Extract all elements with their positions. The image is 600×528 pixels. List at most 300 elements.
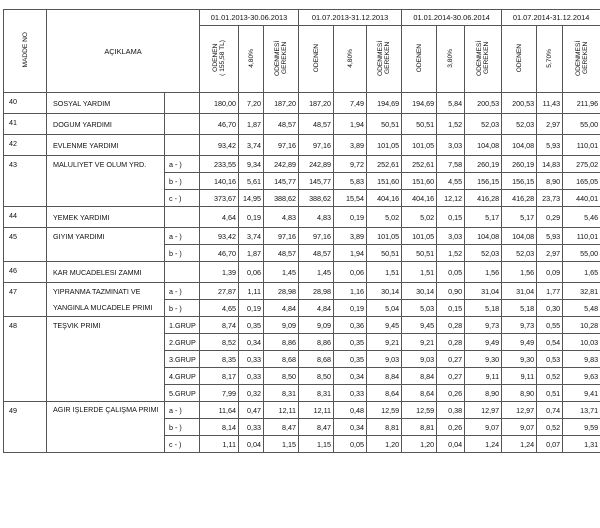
description-cell: DOGUM YARDIMI [47, 114, 165, 135]
column-header: ODENMESİ GEREKEN [465, 26, 502, 93]
description-cell [47, 173, 165, 190]
value-cell: 194,69 [402, 93, 437, 114]
value-cell: 10,03 [563, 334, 600, 351]
value-cell: 5,48 [563, 300, 600, 317]
value-cell: 0,19 [334, 207, 367, 228]
sub-label-cell: b - ) [165, 419, 200, 436]
value-cell: 5,46 [563, 207, 600, 228]
value-cell: 27,87 [200, 283, 239, 300]
value-cell: 23,73 [537, 190, 563, 207]
value-cell: 1,51 [367, 262, 402, 283]
madde-no-cell: 41 [4, 114, 47, 135]
value-cell: 404,16 [402, 190, 437, 207]
value-cell: 8,31 [264, 385, 299, 402]
value-cell: 3,89 [334, 135, 367, 156]
value-cell: 0,35 [334, 351, 367, 368]
value-cell: 4,55 [437, 173, 465, 190]
table-row [4, 93, 600, 114]
value-cell: 1,15 [299, 436, 334, 453]
value-cell: 1,24 [502, 436, 537, 453]
value-cell: 11,43 [537, 93, 563, 114]
value-cell: 0,06 [334, 262, 367, 283]
table-row [4, 300, 600, 317]
value-cell: 200,53 [465, 93, 502, 114]
period-header: 01.01.2013-30.06.2013 [200, 10, 299, 26]
value-cell: 9,21 [402, 334, 437, 351]
description-cell: KAR MUCADELESI ZAMMI [47, 262, 165, 283]
value-cell: 28,98 [264, 283, 299, 300]
value-cell: 9,63 [563, 368, 600, 385]
description-cell: YANGINLA MUCADELE PRIMI [47, 300, 165, 317]
value-cell: 93,42 [200, 228, 239, 245]
value-cell: 10,28 [563, 317, 600, 334]
value-cell: 1,39 [200, 262, 239, 283]
value-cell: 55,00 [563, 245, 600, 262]
value-cell: 8,31 [299, 385, 334, 402]
value-cell: 3,74 [239, 135, 264, 156]
value-cell: 1,77 [537, 283, 563, 300]
value-cell: 8,52 [200, 334, 239, 351]
value-cell: 93,42 [200, 135, 239, 156]
value-cell: 145,77 [264, 173, 299, 190]
value-cell: 388,62 [264, 190, 299, 207]
value-cell: 11,64 [200, 402, 239, 419]
value-cell: 9,34 [239, 156, 264, 173]
period-header: 01.07.2013-31.12.2013 [299, 10, 402, 26]
table-row [4, 228, 600, 245]
description-cell: SOSYAL YARDIM [47, 93, 165, 114]
table-row [4, 262, 600, 283]
value-cell: 8,17 [200, 368, 239, 385]
value-cell: 9,11 [502, 368, 537, 385]
value-cell: 50,51 [402, 114, 437, 135]
value-cell: 9,30 [502, 351, 537, 368]
value-cell: 50,51 [402, 245, 437, 262]
value-cell: 4,83 [264, 207, 299, 228]
column-header: 5,70% [537, 26, 563, 93]
value-cell: 48,57 [264, 245, 299, 262]
table-row [4, 385, 600, 402]
sub-label-cell: a - ) [165, 402, 200, 419]
value-cell: 0,53 [537, 351, 563, 368]
value-cell: 3,03 [437, 135, 465, 156]
table-row [4, 351, 600, 368]
value-cell: 5,03 [402, 300, 437, 317]
value-cell: 0,27 [437, 351, 465, 368]
value-cell: 252,61 [367, 156, 402, 173]
value-cell: 3,89 [334, 228, 367, 245]
value-cell: 242,89 [299, 156, 334, 173]
value-cell: 0,47 [239, 402, 264, 419]
description-cell [47, 351, 165, 368]
column-header: ODENMESİ GEREKEN [264, 26, 299, 93]
sub-label-cell: a - ) [165, 156, 200, 173]
value-cell: 0,90 [437, 283, 465, 300]
aciklama-header: AÇIKLAMA [47, 10, 200, 93]
value-cell: 32,81 [563, 283, 600, 300]
value-cell: 0,19 [334, 300, 367, 317]
value-cell: 9,03 [367, 351, 402, 368]
value-cell: 211,96 [563, 93, 600, 114]
value-cell: 5,93 [537, 135, 563, 156]
value-cell: 0,15 [437, 300, 465, 317]
value-cell: 9,21 [367, 334, 402, 351]
value-cell: 1,31 [563, 436, 600, 453]
value-cell: 416,28 [502, 190, 537, 207]
column-header: ODENMESİ GEREKEN [367, 26, 402, 93]
value-cell: 0,48 [334, 402, 367, 419]
value-cell: 8,14 [200, 419, 239, 436]
column-header: 4,80% [334, 26, 367, 93]
value-cell: 46,70 [200, 245, 239, 262]
column-header: ODENEN [502, 26, 537, 93]
value-cell: 8,81 [402, 419, 437, 436]
table-row [4, 156, 600, 173]
table-row [4, 135, 600, 156]
value-cell: 5,84 [437, 93, 465, 114]
value-cell: 8,64 [402, 385, 437, 402]
sub-label-cell: 4.GRUP [165, 368, 200, 385]
value-cell: 101,05 [402, 135, 437, 156]
value-cell: 0,26 [437, 419, 465, 436]
value-cell: 52,03 [502, 245, 537, 262]
sub-label-cell: a - ) [165, 228, 200, 245]
column-header: 4,80% [239, 26, 264, 93]
value-cell: 9,41 [563, 385, 600, 402]
column-header: ODENMESİ GEREKEN [563, 26, 600, 93]
value-cell: 260,19 [465, 156, 502, 173]
sub-label-cell [165, 207, 200, 228]
value-cell: 416,28 [465, 190, 502, 207]
value-cell: 4,84 [299, 300, 334, 317]
value-cell: 0,34 [334, 419, 367, 436]
value-cell: 104,08 [502, 135, 537, 156]
value-cell: 8,50 [299, 368, 334, 385]
value-cell: 1,20 [402, 436, 437, 453]
value-cell: 1,45 [299, 262, 334, 283]
value-cell: 14,83 [537, 156, 563, 173]
value-cell: 1,87 [239, 114, 264, 135]
value-cell: 8,35 [200, 351, 239, 368]
value-cell: 101,05 [367, 135, 402, 156]
value-cell: 373,67 [200, 190, 239, 207]
value-cell: 5,18 [465, 300, 502, 317]
value-cell: 5,93 [537, 228, 563, 245]
value-cell: 0,74 [537, 402, 563, 419]
value-cell: 0,05 [334, 436, 367, 453]
value-cell: 12,12 [437, 190, 465, 207]
value-cell: 12,59 [367, 402, 402, 419]
value-cell: 151,60 [402, 173, 437, 190]
description-cell [47, 190, 165, 207]
value-cell: 0,33 [239, 419, 264, 436]
sub-label-cell [165, 135, 200, 156]
value-cell: 12,11 [299, 402, 334, 419]
value-cell: 1,20 [367, 436, 402, 453]
value-cell: 110,01 [563, 228, 600, 245]
description-cell [47, 419, 165, 436]
value-cell: 3,03 [437, 228, 465, 245]
value-cell: 12,11 [264, 402, 299, 419]
value-cell: 233,55 [200, 156, 239, 173]
value-cell: 7,58 [437, 156, 465, 173]
value-cell: 50,51 [367, 245, 402, 262]
value-cell: 8,90 [502, 385, 537, 402]
value-cell: 1,52 [437, 114, 465, 135]
value-cell: 0,36 [334, 317, 367, 334]
table-row [4, 207, 600, 228]
sub-label-cell: b - ) [165, 300, 200, 317]
value-cell: 3,74 [239, 228, 264, 245]
sub-label-cell: 1.GRUP [165, 317, 200, 334]
value-cell: 5,02 [402, 207, 437, 228]
value-cell: 1,51 [402, 262, 437, 283]
value-cell: 0,32 [239, 385, 264, 402]
value-cell: 0,51 [537, 385, 563, 402]
value-cell: 48,57 [299, 245, 334, 262]
value-cell: 151,60 [367, 173, 402, 190]
value-cell: 0,34 [334, 368, 367, 385]
value-cell: 1,11 [239, 283, 264, 300]
description-cell [47, 245, 165, 262]
value-cell: 0,19 [239, 300, 264, 317]
value-cell: 187,20 [264, 93, 299, 114]
column-header: ODENEN ( 155,58 TL) [200, 26, 239, 93]
value-cell: 48,57 [264, 114, 299, 135]
value-cell: 97,16 [264, 228, 299, 245]
value-cell: 1,45 [264, 262, 299, 283]
value-cell: 46,70 [200, 114, 239, 135]
value-cell: 4,65 [200, 300, 239, 317]
value-cell: 0,34 [239, 334, 264, 351]
value-cell: 9,72 [334, 156, 367, 173]
value-cell: 0,28 [437, 317, 465, 334]
payments-table [3, 9, 600, 453]
value-cell: 194,69 [367, 93, 402, 114]
value-cell: 101,05 [367, 228, 402, 245]
value-cell: 0,19 [239, 207, 264, 228]
value-cell: 97,16 [264, 135, 299, 156]
value-cell: 7,20 [239, 93, 264, 114]
value-cell: 12,97 [502, 402, 537, 419]
value-cell: 8,84 [367, 368, 402, 385]
value-cell: 0,52 [537, 368, 563, 385]
value-cell: 1,65 [563, 262, 600, 283]
madde-no-cell: 45 [4, 228, 47, 262]
value-cell: 12,97 [465, 402, 502, 419]
value-cell: 0,54 [537, 334, 563, 351]
description-cell: GIYIM YARDIMI [47, 228, 165, 245]
value-cell: 0,33 [239, 351, 264, 368]
value-cell: 1,24 [465, 436, 502, 453]
value-cell: 9,83 [563, 351, 600, 368]
value-cell: 1,94 [334, 114, 367, 135]
value-cell: 50,51 [367, 114, 402, 135]
value-cell: 242,89 [264, 156, 299, 173]
value-cell: 48,57 [299, 114, 334, 135]
madde-no-cell: 48 [4, 317, 47, 402]
madde-no-cell: 46 [4, 262, 47, 283]
description-cell [47, 436, 165, 453]
value-cell: 31,04 [502, 283, 537, 300]
value-cell: 0,33 [239, 368, 264, 385]
value-cell: 1,15 [264, 436, 299, 453]
value-cell: 260,19 [502, 156, 537, 173]
value-cell: 0,38 [437, 402, 465, 419]
sub-label-cell: b - ) [165, 245, 200, 262]
value-cell: 52,03 [465, 245, 502, 262]
value-cell: 8,68 [299, 351, 334, 368]
value-cell: 15,54 [334, 190, 367, 207]
value-cell: 5,61 [239, 173, 264, 190]
value-cell: 8,90 [537, 173, 563, 190]
value-cell: 9,09 [299, 317, 334, 334]
value-cell: 9,11 [465, 368, 502, 385]
table-row [4, 173, 600, 190]
period-header: 01.01.2014-30.06.2014 [402, 10, 502, 26]
sub-label-cell: b - ) [165, 173, 200, 190]
column-header: ODENEN [402, 26, 437, 93]
madde-no-cell: 43 [4, 156, 47, 207]
value-cell: 0,27 [437, 368, 465, 385]
value-cell: 4,64 [200, 207, 239, 228]
value-cell: 187,20 [299, 93, 334, 114]
value-cell: 8,47 [264, 419, 299, 436]
table-row [4, 245, 600, 262]
value-cell: 1,94 [334, 245, 367, 262]
value-cell: 12,59 [402, 402, 437, 419]
table-row [4, 334, 600, 351]
value-cell: 0,35 [239, 317, 264, 334]
value-cell: 1,56 [465, 262, 502, 283]
table-row [4, 368, 600, 385]
value-cell: 145,77 [299, 173, 334, 190]
value-cell: 0,28 [437, 334, 465, 351]
value-cell: 404,16 [367, 190, 402, 207]
madde-no-cell: 42 [4, 135, 47, 156]
description-cell: TEŞVIK PRIMI [47, 317, 165, 334]
value-cell: 9,59 [563, 419, 600, 436]
value-cell: 8,47 [299, 419, 334, 436]
period-header: 01.07.2014-31.12.2014 [502, 10, 600, 26]
value-cell: 14,95 [239, 190, 264, 207]
value-cell: 9,45 [367, 317, 402, 334]
description-cell: EVLENME YARDIMI [47, 135, 165, 156]
value-cell: 8,86 [299, 334, 334, 351]
value-cell: 8,84 [402, 368, 437, 385]
value-cell: 9,07 [465, 419, 502, 436]
value-cell: 165,05 [563, 173, 600, 190]
description-cell [47, 385, 165, 402]
value-cell: 97,16 [299, 228, 334, 245]
value-cell: 52,03 [502, 114, 537, 135]
value-cell: 101,05 [402, 228, 437, 245]
value-cell: 1,87 [239, 245, 264, 262]
value-cell: 8,81 [367, 419, 402, 436]
value-cell: 275,02 [563, 156, 600, 173]
table-row [4, 283, 600, 300]
value-cell: 9,49 [502, 334, 537, 351]
value-cell: 140,16 [200, 173, 239, 190]
description-cell: MALULIYET VE OLUM YRD. [47, 156, 165, 173]
madde-no-cell: 47 [4, 283, 47, 317]
sub-label-cell: 5.GRUP [165, 385, 200, 402]
value-cell: 388,62 [299, 190, 334, 207]
value-cell: 8,90 [465, 385, 502, 402]
value-cell: 0,05 [437, 262, 465, 283]
madde-no-cell: 44 [4, 207, 47, 228]
madde-no-header: MADDE NO [4, 10, 47, 93]
value-cell: 0,26 [437, 385, 465, 402]
value-cell: 0,55 [537, 317, 563, 334]
value-cell: 5,17 [465, 207, 502, 228]
description-cell [47, 334, 165, 351]
column-header: 3,80% [437, 26, 465, 93]
value-cell: 4,83 [299, 207, 334, 228]
value-cell: 52,03 [465, 114, 502, 135]
value-cell: 5,17 [502, 207, 537, 228]
value-cell: 7,99 [200, 385, 239, 402]
table-row [4, 436, 600, 453]
value-cell: 5,18 [502, 300, 537, 317]
table-row [4, 114, 600, 135]
value-cell: 9,30 [465, 351, 502, 368]
value-cell: 0,09 [537, 262, 563, 283]
value-cell: 0,29 [537, 207, 563, 228]
value-cell: 0,52 [537, 419, 563, 436]
sub-label-cell: c - ) [165, 436, 200, 453]
value-cell: 1,56 [502, 262, 537, 283]
value-cell: 8,86 [264, 334, 299, 351]
value-cell: 0,33 [334, 385, 367, 402]
value-cell: 104,08 [465, 228, 502, 245]
value-cell: 104,08 [465, 135, 502, 156]
value-cell: 5,02 [367, 207, 402, 228]
value-cell: 9,45 [402, 317, 437, 334]
sub-label-cell: a - ) [165, 283, 200, 300]
value-cell: 31,04 [465, 283, 502, 300]
value-cell: 156,15 [465, 173, 502, 190]
sub-label-cell: 3.GRUP [165, 351, 200, 368]
madde-no-cell: 40 [4, 93, 47, 114]
value-cell: 1,52 [437, 245, 465, 262]
description-cell: AGIR IŞLERDE ÇALIŞMA PRIMI [47, 402, 165, 419]
value-cell: 8,64 [367, 385, 402, 402]
sub-label-cell: 2.GRUP [165, 334, 200, 351]
value-cell: 4,84 [264, 300, 299, 317]
sub-label-cell [165, 93, 200, 114]
value-cell: 0,04 [239, 436, 264, 453]
table-row [4, 419, 600, 436]
value-cell: 13,71 [563, 402, 600, 419]
value-cell: 200,53 [502, 93, 537, 114]
value-cell: 2,97 [537, 114, 563, 135]
value-cell: 9,73 [502, 317, 537, 334]
value-cell: 9,09 [264, 317, 299, 334]
value-cell: 0,04 [437, 436, 465, 453]
value-cell: 9,03 [402, 351, 437, 368]
table-row [4, 402, 600, 419]
value-cell: 0,06 [239, 262, 264, 283]
sub-label-cell: c - ) [165, 190, 200, 207]
value-cell: 9,73 [465, 317, 502, 334]
value-cell: 110,01 [563, 135, 600, 156]
value-cell: 0,30 [537, 300, 563, 317]
sub-label-cell [165, 262, 200, 283]
value-cell: 55,00 [563, 114, 600, 135]
value-cell: 9,49 [465, 334, 502, 351]
value-cell: 156,15 [502, 173, 537, 190]
